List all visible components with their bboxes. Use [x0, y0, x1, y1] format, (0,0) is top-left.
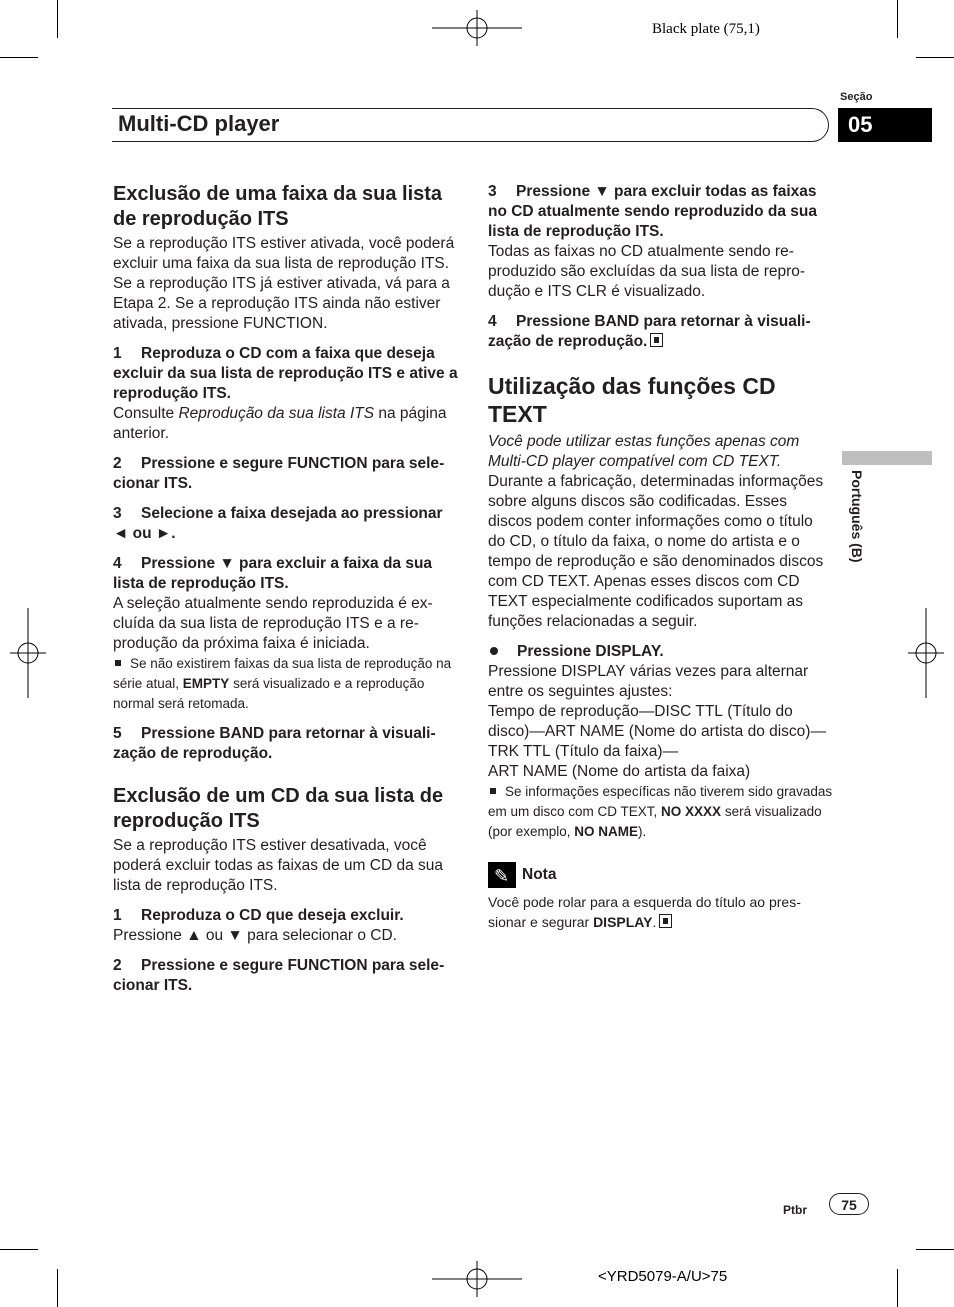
chapter-title-bar — [112, 108, 829, 142]
crop-mark — [57, 0, 58, 38]
crop-mark — [0, 1249, 38, 1250]
note-pencil-icon — [488, 862, 516, 888]
step: 3 Pressione ▼ para excluir todas as faixas no CD atualmente sendo reproduzido da sua lista de reprodução ITS. — [488, 183, 817, 240]
paragraph: Consulte Reprodução da sua lista ITS na página anterior. — [113, 405, 447, 442]
step: 1 Reproduza o CD que deseja excluir. — [113, 907, 404, 924]
paragraph: Tempo de reprodução—DISC TTL (Título do disco)—ART NAME (Nome do artista do disco)—TRK TTL (Título da faixa)— — [488, 703, 826, 760]
note-heading: ✎Nota — [488, 862, 833, 888]
bullet-square-icon — [490, 788, 496, 794]
paragraph: Pressione ▲ ou ▼ para selecionar o CD. — [113, 927, 397, 944]
paragraph: Se a reprodução ITS já estiver ativada, vá para a Etapa 2. Se a reprodução ITS ainda não estiver ativada, pressione FUNCTION. — [113, 275, 450, 332]
step: 2 Pressione e segure FUNCTION para selecionar ITS. — [113, 455, 445, 492]
plate-label: Black plate (75,1) — [652, 21, 760, 37]
language-code: Ptbr — [783, 1203, 807, 1217]
registration-mark-icon — [10, 608, 46, 698]
paragraph: Durante a fabricação, determinadas informações sobre alguns discos são codificadas. Esses discos podem conter informações como o título do CD, o título da faixa, o nome do artista e o tempo de reprodução e são denominados discos com CD TEXT. Apenas esses discos com CD TEXT especialmente codificados suportam as funções relacionadas a seguir. — [488, 473, 824, 630]
crop-mark — [0, 57, 38, 58]
section-number: 05 — [838, 108, 932, 142]
chapter-title: Multi-CD player — [118, 111, 280, 136]
paragraph: A seleção atualmente sendo reproduzida é excluída da sua lista de reprodução ITS e a reprodução da próxima faixa é iniciada. — [113, 595, 433, 652]
note-text: Você pode rolar para a esquerda do título ao pressionar e segurar DISPLAY. — [488, 894, 801, 931]
paragraph: Você pode utilizar estas funções apenas com Multi-CD player compatível com CD TEXT. — [488, 433, 800, 470]
language-label: Português (B) — [849, 470, 865, 563]
step: 2 Pressione e segure FUNCTION para selecionar ITS. — [113, 957, 445, 994]
crop-mark — [897, 0, 898, 38]
bullet-dot-icon — [490, 647, 498, 655]
section-heading: Exclusão de um CD da sua lista de reprodução ITS — [113, 785, 444, 832]
crop-mark — [916, 57, 954, 58]
end-mark-icon — [659, 914, 672, 928]
registration-mark-icon — [432, 10, 522, 46]
paragraph: ART NAME (Nome do artista da faixa) — [488, 763, 751, 780]
end-mark-icon — [650, 333, 663, 347]
registration-mark-icon — [908, 608, 944, 698]
section-label: Seção — [840, 91, 873, 103]
paragraph: Se a reprodução ITS estiver ativada, você poderá excluir uma faixa da sua lista de reprodução ITS. — [113, 235, 455, 272]
paragraph: Todas as faixas no CD atualmente sendo reproduzido são excluídas da sua lista de reprodução e ITS CLR é visualizado. — [488, 243, 806, 300]
language-tab — [842, 451, 932, 465]
section-heading: Exclusão de uma faixa da sua lista de reprodução ITS — [113, 183, 443, 230]
paragraph: Se a reprodução ITS estiver desativada, você poderá excluir todas as faixas de um CD da sua lista de reprodução ITS. — [113, 837, 443, 894]
bullet-square-icon — [115, 660, 121, 666]
step: 1 Reproduza o CD com a faixa que deseja excluir da sua lista de reprodução ITS e ative a reprodução ITS. — [113, 345, 458, 402]
note-item: Se não existirem faixas da sua lista de reprodução na série atual, EMPTY será visualizado e a reprodução normal será retomada. — [113, 656, 452, 711]
page-number: 75 — [829, 1193, 869, 1215]
step: 4 Pressione BAND para retornar à visualização de reprodução. — [488, 313, 811, 350]
step: 4 Pressione ▼ para excluir a faixa da sua lista de reprodução ITS. — [113, 555, 433, 592]
crop-mark — [57, 1269, 58, 1307]
bullet-step: Pressione DISPLAY. — [488, 642, 833, 662]
left-column — [113, 182, 458, 996]
crop-mark — [897, 1269, 898, 1307]
crop-mark — [916, 1249, 954, 1250]
right-column — [488, 182, 833, 932]
step: 3 Selecione a faixa desejada ao pressionar ◄ ou ►. — [113, 505, 443, 542]
paragraph: Pressione DISPLAY várias vezes para alternar entre os seguintes ajustes: — [488, 663, 809, 700]
note-item: Se informações específicas não tiverem sido gravadas em um disco com CD TEXT, NO XXXX será visualizado (por exemplo, NO NAME). — [488, 784, 833, 839]
section-heading: Utilização das funções CD TEXT — [488, 373, 776, 427]
registration-mark-icon — [432, 1261, 522, 1297]
step: 5 Pressione BAND para retornar à visualização de reprodução. — [113, 725, 436, 762]
document-code: <YRD5079-A/U>75 — [598, 1268, 728, 1285]
